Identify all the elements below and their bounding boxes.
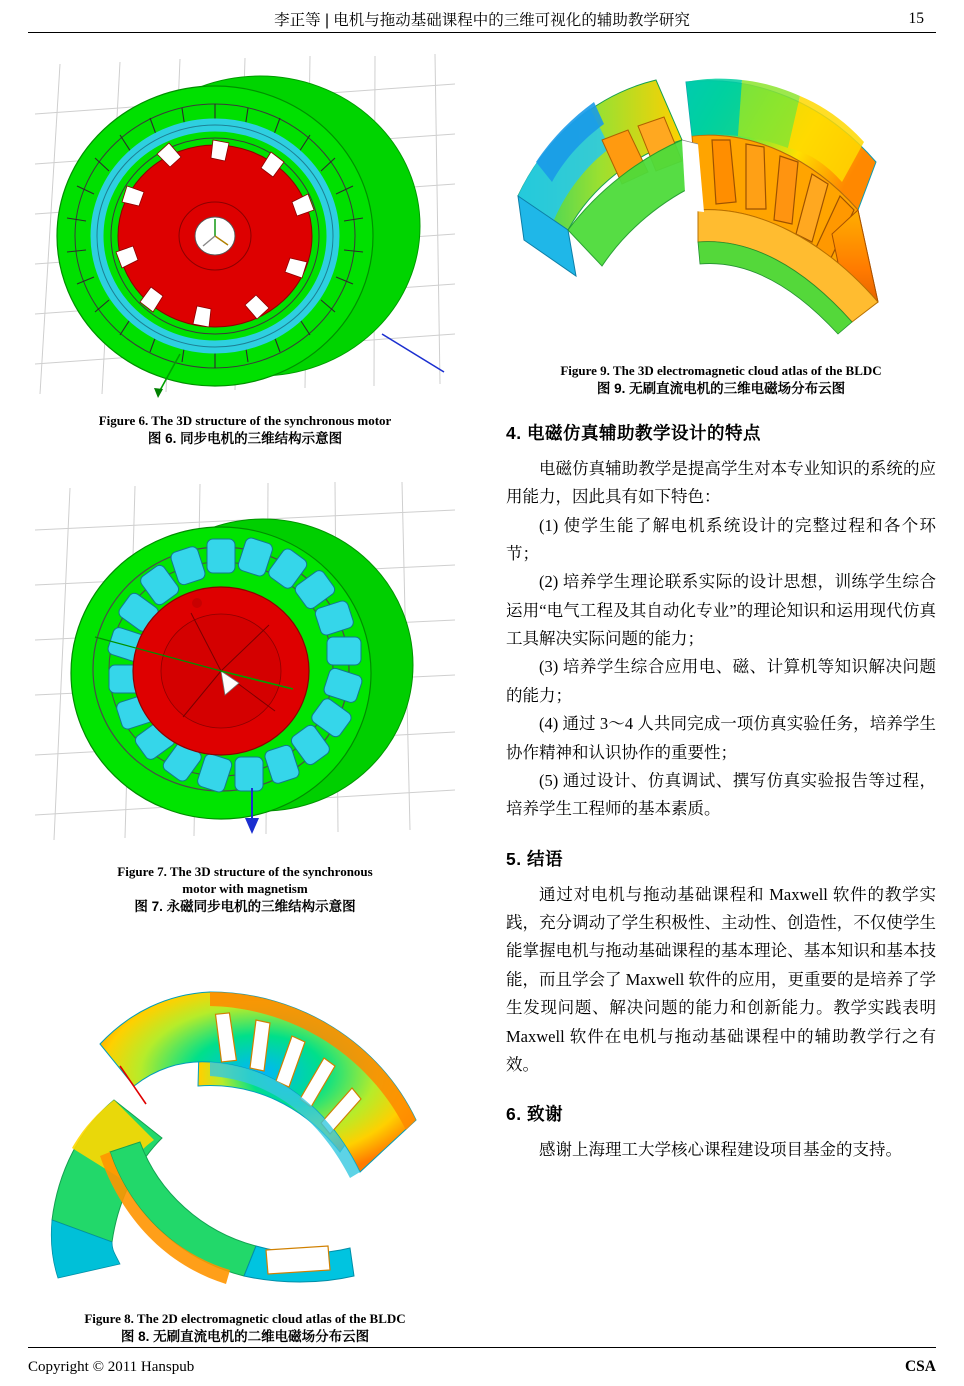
section-5-paragraph-1: 通过对电机与拖动基础课程和 Maxwell 软件的教学实践，充分调动了学生积极性、主动性、创造性，不仅使学生能掌握电机与拖动基础课程的基本理论、基本知识和基本技能，而且学会了 Maxwell 软件的应用，更重要的是培养了学生发现问题、解决问题的能力和创新能力。教学实践表明 Maxwell 软件在电机与拖动基础课程中的辅助教学行之有效。 [506, 884, 936, 1074]
figure-9-caption-cn: 图 9. 无刷直流电机的三维电磁场分布云图 [596, 380, 846, 396]
section-4-paragraph-4: (3) 培养学生综合应用电、磁、计算机等知识解决问题的能力； [506, 657, 936, 705]
figure-6-caption-cn: 图 6. 同步电机的三维结构示意图 [147, 430, 343, 446]
header-title: 李正等 | 电机与拖动基础课程中的三维可视化的辅助教学研究 [274, 12, 690, 29]
section-4-paragraph-2: (1) 使学生能了解电机系统设计的完整过程和各个环节； [506, 515, 936, 563]
section-heading-6 [506, 1101, 936, 1126]
section-heading-4 [506, 420, 936, 445]
section-heading-5 [506, 846, 936, 871]
copyright-text: Copyright © 2011 Hanspub [28, 1359, 195, 1375]
section-6-number: 6. [506, 1104, 522, 1125]
running-header [40, 6, 924, 32]
figure-9-caption [506, 362, 936, 398]
figure-7-caption-en-line2: motor with magnetism [182, 881, 308, 897]
figure-6-image [30, 44, 460, 404]
figure-9 [506, 44, 936, 398]
figure-8-caption-en: Figure 8. The 2D electromagnetic cloud atlas of the BLDC [84, 1311, 406, 1327]
section-6-paragraph-1: 感谢上海理工大学核心课程建设项目基金的支持。 [539, 1140, 902, 1160]
figure-6 [30, 44, 460, 448]
section-5-number: 5. [506, 848, 522, 869]
section-4-number: 4. [506, 422, 522, 443]
figure-8 [30, 972, 460, 1346]
figure-7 [30, 470, 460, 916]
figure-8-image [30, 972, 460, 1302]
section-4-paragraph-1: 电磁仿真辅助教学是提高学生对本专业知识的系统的应用能力，因此具有如下特色： [506, 458, 936, 507]
page-number: 15 [908, 10, 924, 27]
figure-7-image [30, 470, 460, 855]
figure-7-caption-en-line1: Figure 7. The 3D structure of the synchronous [117, 863, 373, 879]
section-4-paragraph-5: (4) 通过 3～4 人共同完成一项仿真实验任务，培养学生协作精神和认识协作的重要性； [506, 714, 936, 762]
journal-abbreviation: CSA [904, 1358, 936, 1375]
section-4-title: 电磁仿真辅助教学设计的特点 [526, 422, 761, 443]
figure-8-caption-cn: 图 8. 无刷直流电机的二维电磁场分布云图 [120, 1328, 370, 1344]
footer-divider [28, 1347, 936, 1348]
left-column [30, 44, 460, 1350]
right-column [506, 44, 936, 1165]
figure-9-caption-en: Figure 9. The 3D electromagnetic cloud atlas of the BLDC [560, 363, 882, 378]
section-4-paragraph-6: (5) 通过设计、仿真调试、撰写仿真实验报告等过程，培养学生工程师的基本素质。 [506, 770, 936, 819]
page-footer [28, 1358, 936, 1376]
figure-6-caption [30, 412, 460, 448]
figure-7-caption [30, 863, 460, 916]
figure-6-caption-en: Figure 6. The 3D structure of the synchronous motor [98, 413, 392, 428]
section-5-title: 结语 [526, 848, 563, 869]
section-4-paragraph-3: (2) 培养学生理论联系实际的设计思想，训练学生综合运用“电气工程及其自动化专业”的理论知识和运用现代仿真工具解决实际问题的能力； [506, 572, 936, 649]
figure-9-image [506, 44, 936, 354]
section-6-title: 致谢 [526, 1104, 563, 1125]
header-divider [28, 32, 936, 33]
figure-8-caption [30, 1310, 460, 1346]
figure-7-caption-cn: 图 7. 永磁同步电机的三维结构示意图 [134, 898, 356, 914]
